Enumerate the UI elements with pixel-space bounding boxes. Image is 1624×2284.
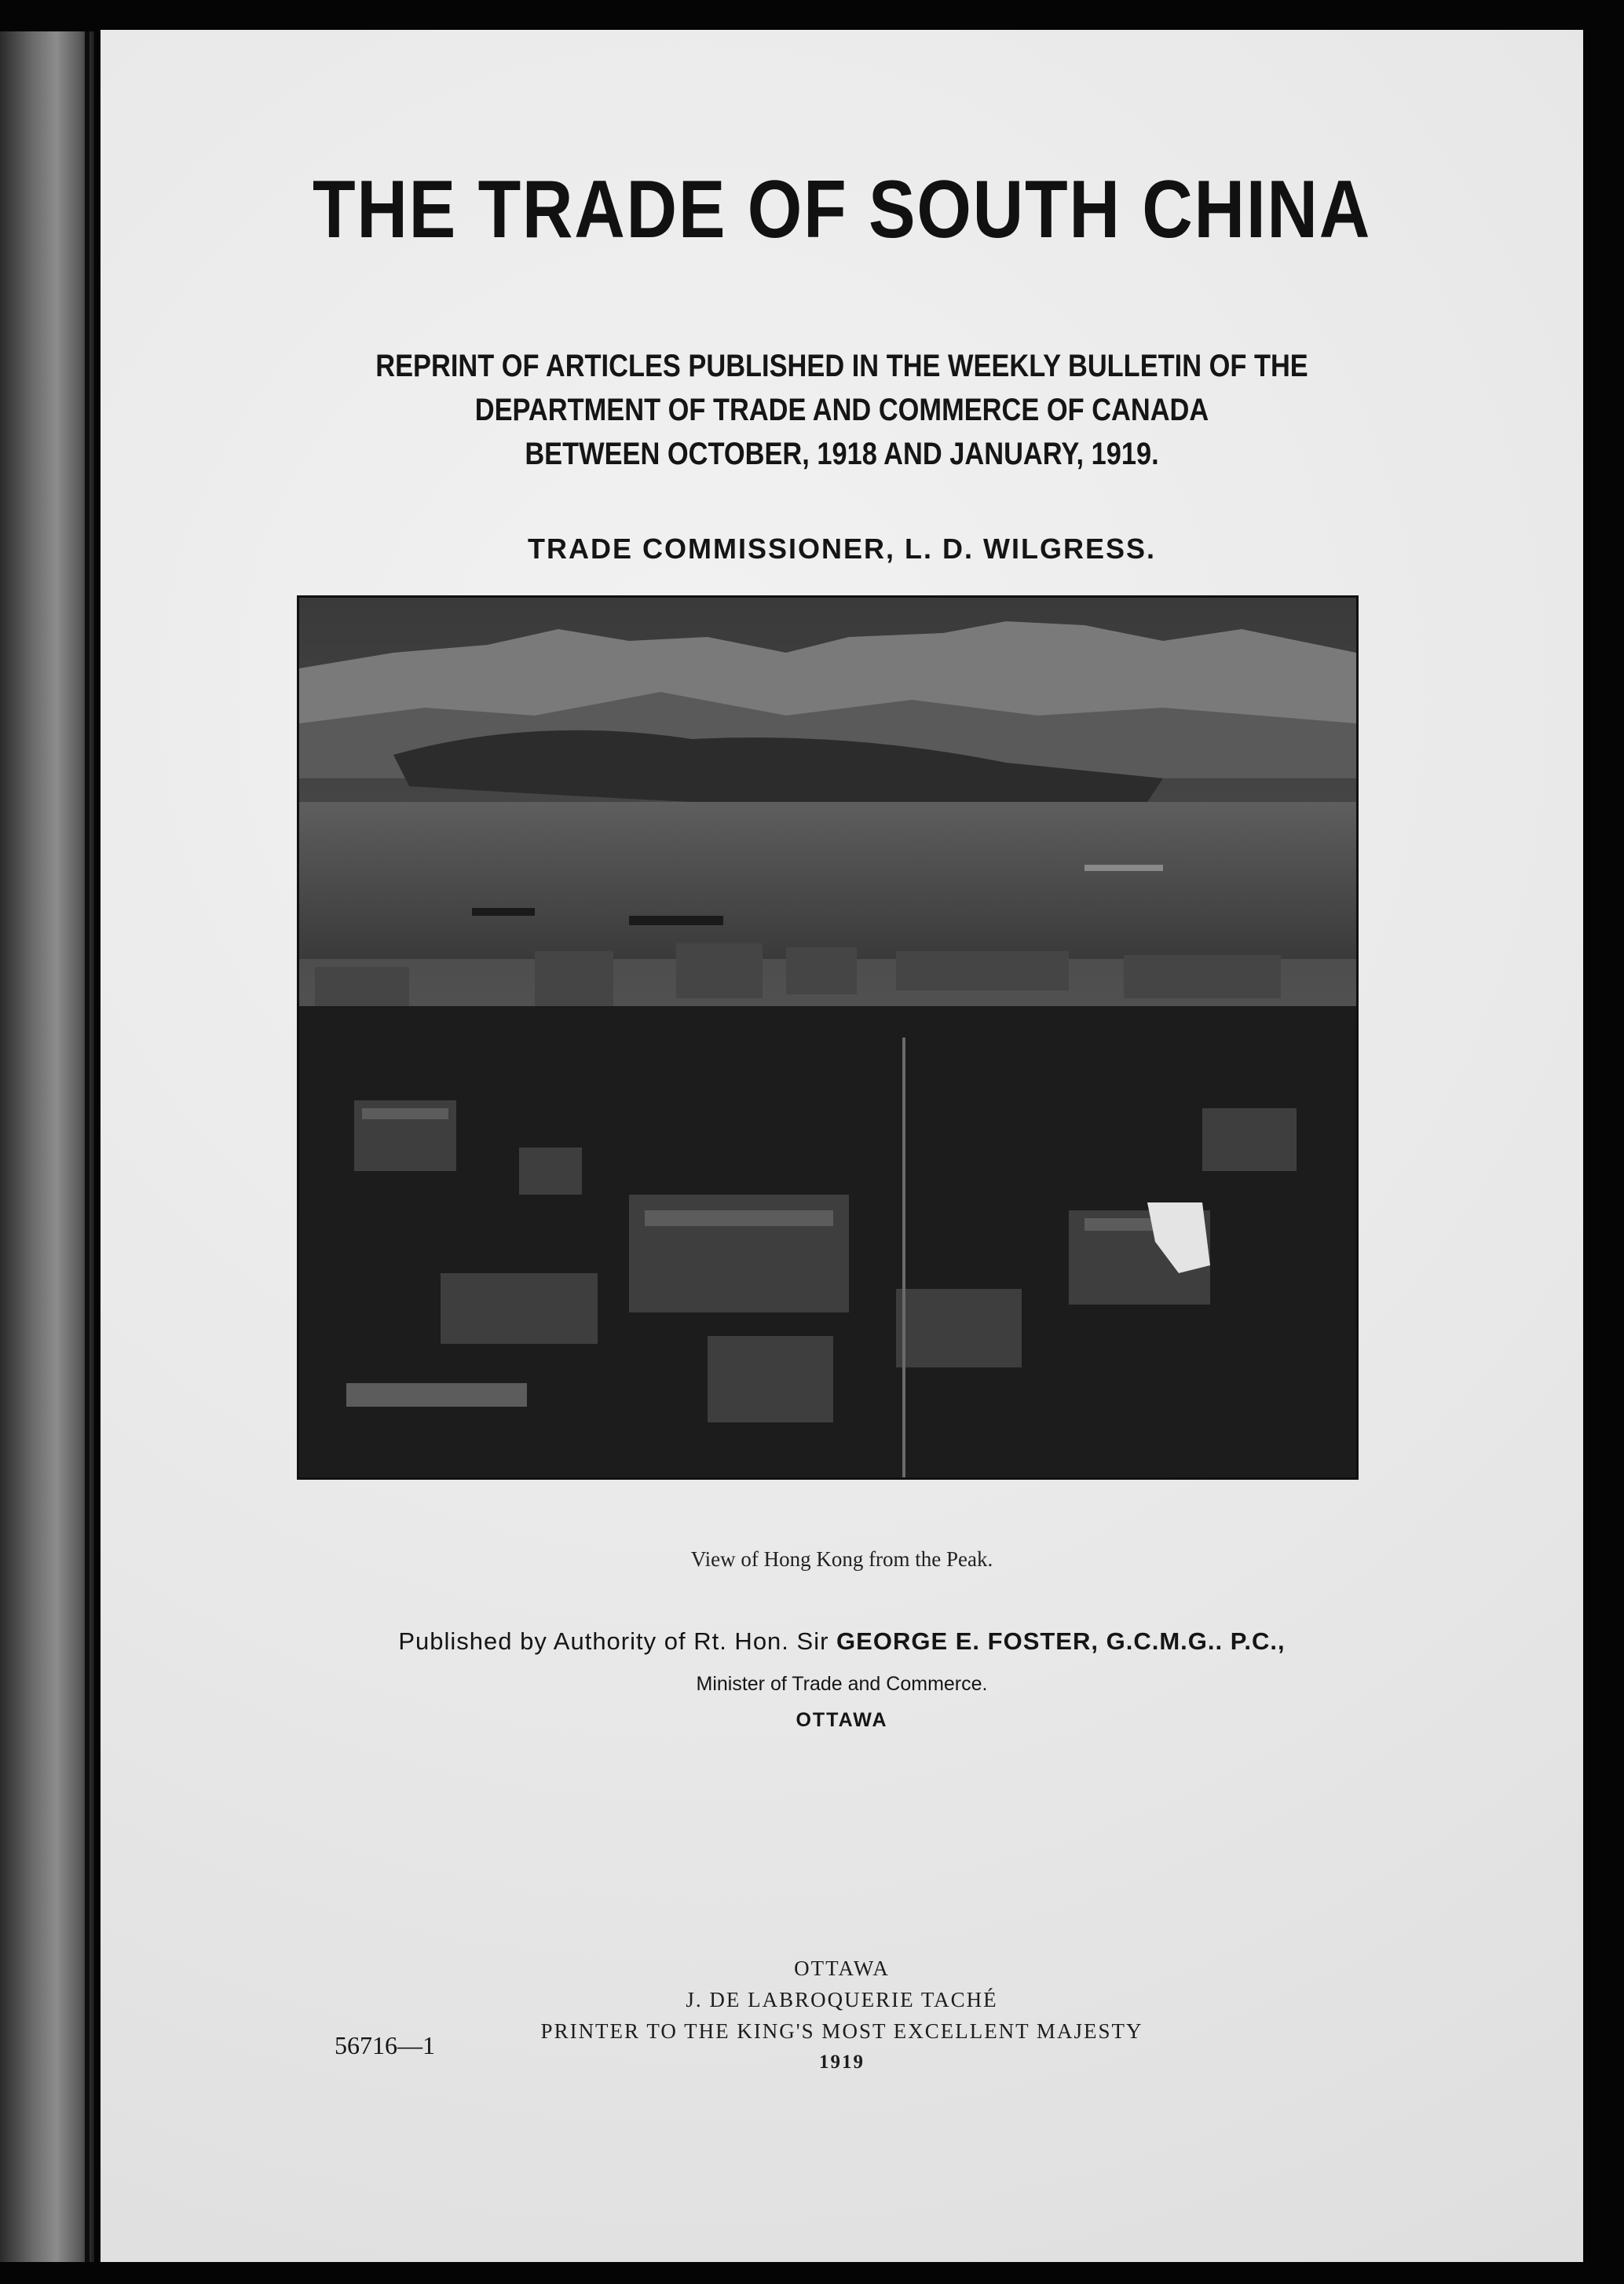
hong-kong-photograph	[297, 595, 1359, 1480]
subtitle-line: BETWEEN OCTOBER, 1918 AND JANUARY, 1919.	[525, 437, 1159, 471]
imprint-city: OTTAWA	[794, 1956, 890, 1980]
imprint-year: 1919	[819, 2052, 865, 2073]
printer-imprint	[101, 1953, 1583, 2078]
subtitle-line: DEPARTMENT OF TRADE AND COMMERCE OF CANADA	[474, 393, 1209, 427]
title-page	[101, 30, 1583, 2262]
imprint-printer-title: PRINTER TO THE KING'S MOST EXCELLENT MAJESTY	[540, 2019, 1143, 2043]
binding-edge	[0, 31, 94, 2262]
published-prefix: Published by Authority of Rt. Hon. Sir	[398, 1627, 829, 1655]
trade-commissioner: TRADE COMMISSIONER, L. D. WILGRESS.	[527, 533, 1157, 565]
imprint-printer: J. DE LABROQUERIE TACHÉ	[686, 1988, 998, 2011]
document-number: 56716—1	[335, 2031, 435, 2059]
subtitle-line: REPRINT OF ARTICLES PUBLISHED IN THE WEEKLY BULLETIN OF THE	[375, 349, 1308, 383]
publisher-name: GEORGE E. FOSTER, G.C.M.G.. P.C.,	[836, 1627, 1286, 1655]
published-by-line	[101, 1627, 1583, 1656]
document-title: THE TRADE OF SOUTH CHINA	[312, 164, 1372, 255]
subtitle	[204, 344, 1480, 476]
photo-caption: View of Hong Kong from the Peak.	[690, 1547, 993, 1571]
photo-image	[299, 598, 1356, 1477]
minister-title: Minister of Trade and Commerce.	[696, 1673, 988, 1695]
publisher-city: OTTAWA	[796, 1709, 888, 1731]
